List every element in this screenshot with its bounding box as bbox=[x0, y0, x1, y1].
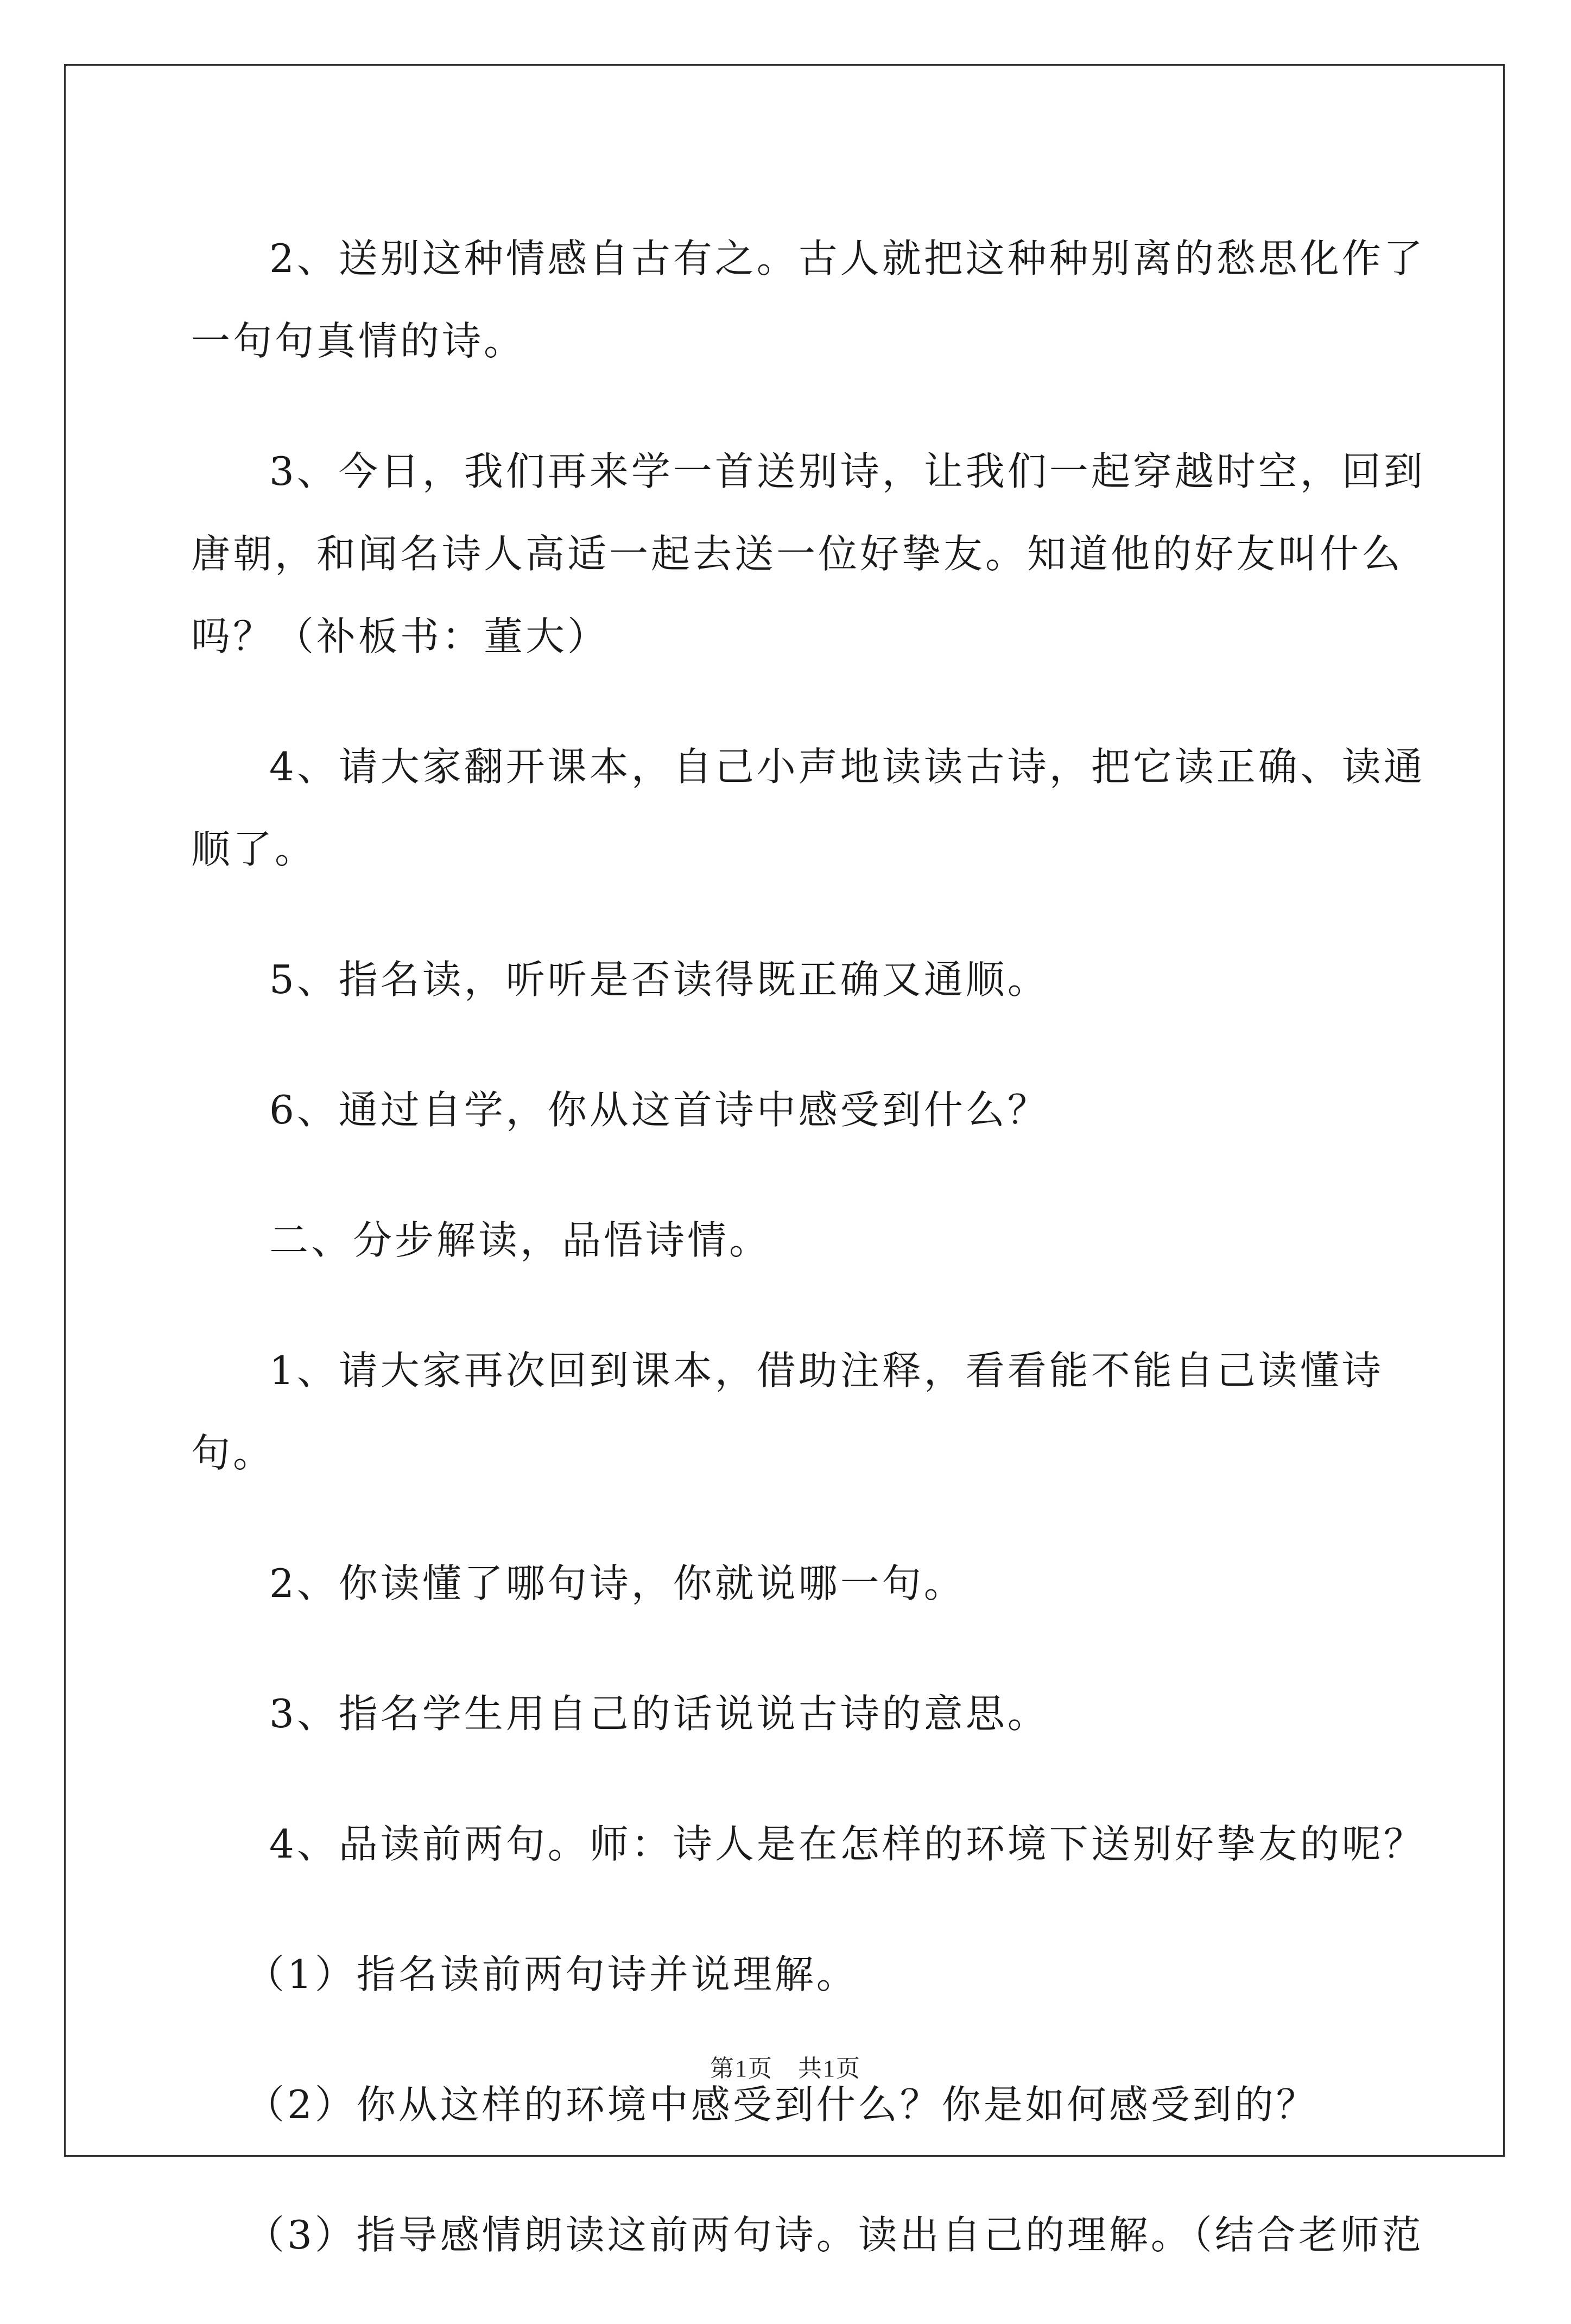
paragraph: 4、品读前两句。师：诗人是在怎样的环境下送别好挚友的呢？ bbox=[269, 1821, 1426, 1867]
document-body bbox=[191, 217, 1445, 2324]
paragraph: 4、请大家翻开课本，自己小声地读读古诗，把它读正确、读通顺了。 bbox=[191, 744, 1426, 872]
paragraph: 1、请大家再次回到课本，借助注释，看看能不能自己读懂诗句。 bbox=[191, 1348, 1384, 1476]
sub-paragraph: （1）指名读前两句诗并说理解。 bbox=[245, 1952, 858, 1997]
paragraph: 6、通过自学，你从这首诗中感受到什么？ bbox=[269, 1087, 1049, 1133]
paragraph: 2、你读懂了哪句诗，你就说哪一句。 bbox=[269, 1561, 966, 1606]
page-number-footer: 第1页 共1页 bbox=[710, 2055, 861, 2082]
paragraph: 3、指名学生用自己的话说说古诗的意思。 bbox=[269, 1691, 1049, 1736]
sub-paragraph: （3）指导感情朗读这前两句诗。读出自己的理解。（结合老师范 bbox=[245, 2212, 1424, 2258]
paragraph: 5、指名读，听听是否读得既正确又通顺。 bbox=[269, 957, 1049, 1002]
section-heading: 二、分步解读，品悟诗情。 bbox=[269, 1217, 771, 1263]
paragraph: 2、送别这种情感自古有之。古人就把这种种别离的愁思化作了一句句真情的诗。 bbox=[191, 236, 1426, 364]
sub-paragraph: （2）你从这样的环境中感受到什么？你是如何感受到的？ bbox=[245, 2082, 1318, 2127]
paragraph: 3、今日，我们再来学一首送别诗，让我们一起穿越时空，回到唐朝，和闻名诗人高适一起去送一位好挚友。知道他的好友叫什么吗？（补板书：董大） bbox=[191, 449, 1426, 659]
